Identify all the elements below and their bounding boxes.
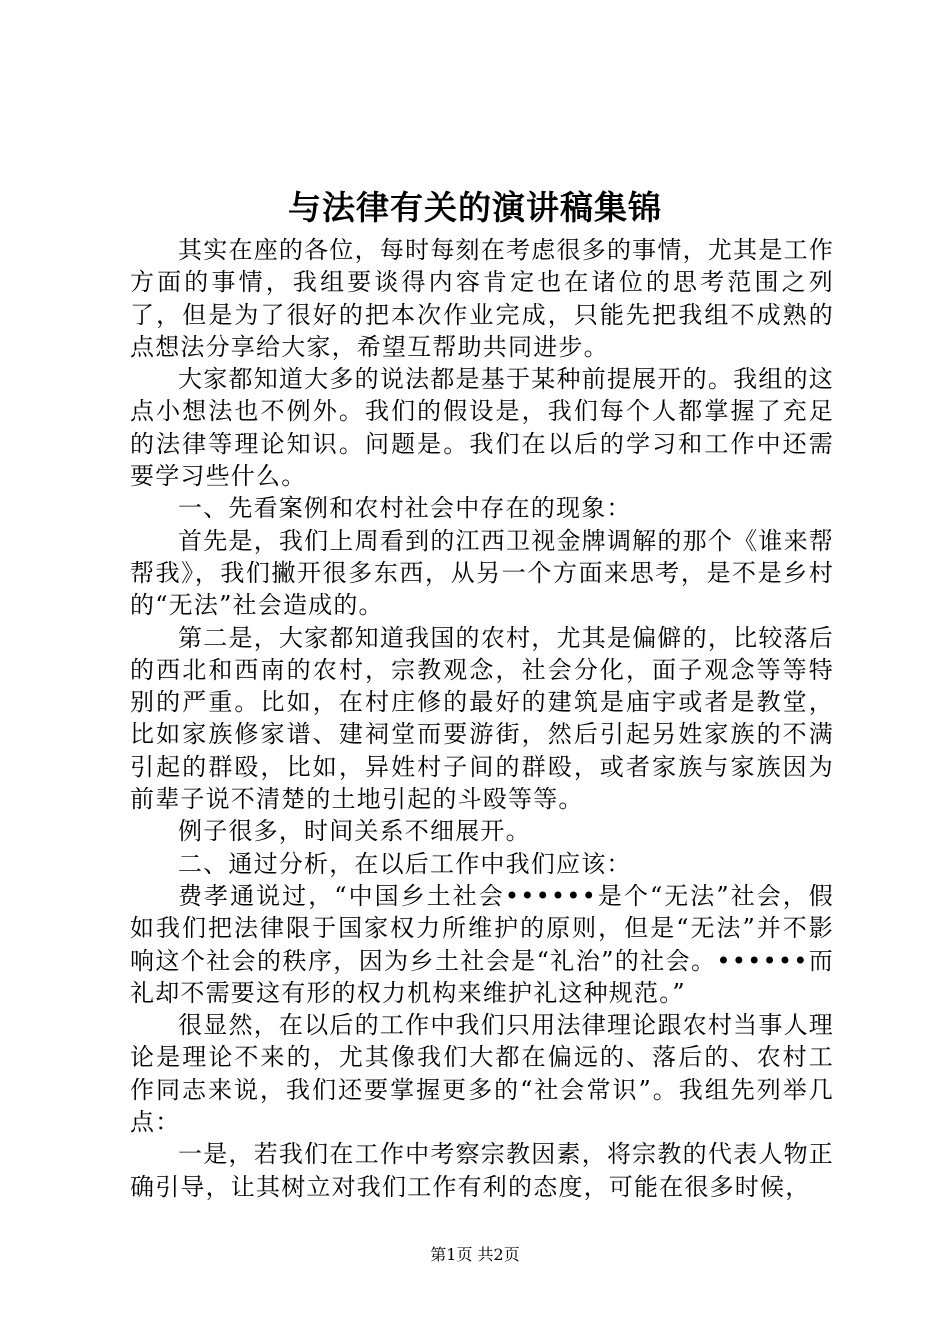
paragraph: 例子很多，时间关系不细展开。	[178, 817, 531, 846]
document-body	[130, 234, 834, 1203]
paragraph: 费孝通说过，“中国乡土社会••••••是个“无法”社会，假如我们把法律限于国家权力所维护的原则，但是“无法”并不影响这个社会的秩序，因为乡土社会是“礼治”的社会。••••••而礼却不需要这有形的权力机构来维护礼这种规范。”	[130, 881, 834, 1007]
paragraph: 首先是，我们上周看到的江西卫视金牌调解的那个《谁来帮帮我》，我们撇开很多东西，从另一个方面来思考，是不是乡村的“无法”社会造成的。	[130, 526, 834, 620]
document-title: 与法律有关的演讲稿集锦	[288, 188, 662, 227]
paragraph: 一是，若我们在工作中考察宗教因素，将宗教的代表人物正确引导，让其树立对我们工作有利的态度，可能在很多时候，	[130, 1140, 834, 1201]
section-heading: 二、通过分析，在以后工作中我们应该：	[178, 849, 632, 878]
paragraph: 第二是，大家都知道我国的农村，尤其是偏僻的，比较落后的西北和西南的农村，宗教观念，社会分化，面子观念等等特别的严重。比如，在村庄修的最好的建筑是庙宇或者是教堂，比如家族修家谱、建祠堂而要游街，然后引起另姓家族的不满引起的群殴，比如，异姓村子间的群殴，或者家族与家族因为前辈子说不清楚的土地引起的斗殴等等。	[130, 623, 834, 814]
paragraph: 其实在座的各位，每时每刻在考虑很多的事情，尤其是工作方面的事情，我组要谈得内容肯定也在诸位的思考范围之列了，但是为了很好的把本次作业完成，只能先把我组不成熟的点想法分享给大家，希望互帮助共同进步。	[130, 236, 834, 361]
page-number-footer: 第1页 共2页	[430, 1245, 520, 1264]
paragraph: 很显然，在以后的工作中我们只用法律理论跟农村当事人理论是理论不来的，尤其像我们大都在偏远的、落后的、农村工作同志来说，我们还要掌握更多的“社会常识”。我组先列举几点：	[130, 1011, 834, 1137]
paragraph: 大家都知道大多的说法都是基于某种前提展开的。我组的这点小想法也不例外。我们的假设是，我们每个人都掌握了充足的法律等理论知识。问题是。我们在以后的学习和工作中还需要学习些什么。	[130, 365, 834, 491]
section-heading: 一、先看案例和农村社会中存在的现象：	[178, 494, 632, 523]
